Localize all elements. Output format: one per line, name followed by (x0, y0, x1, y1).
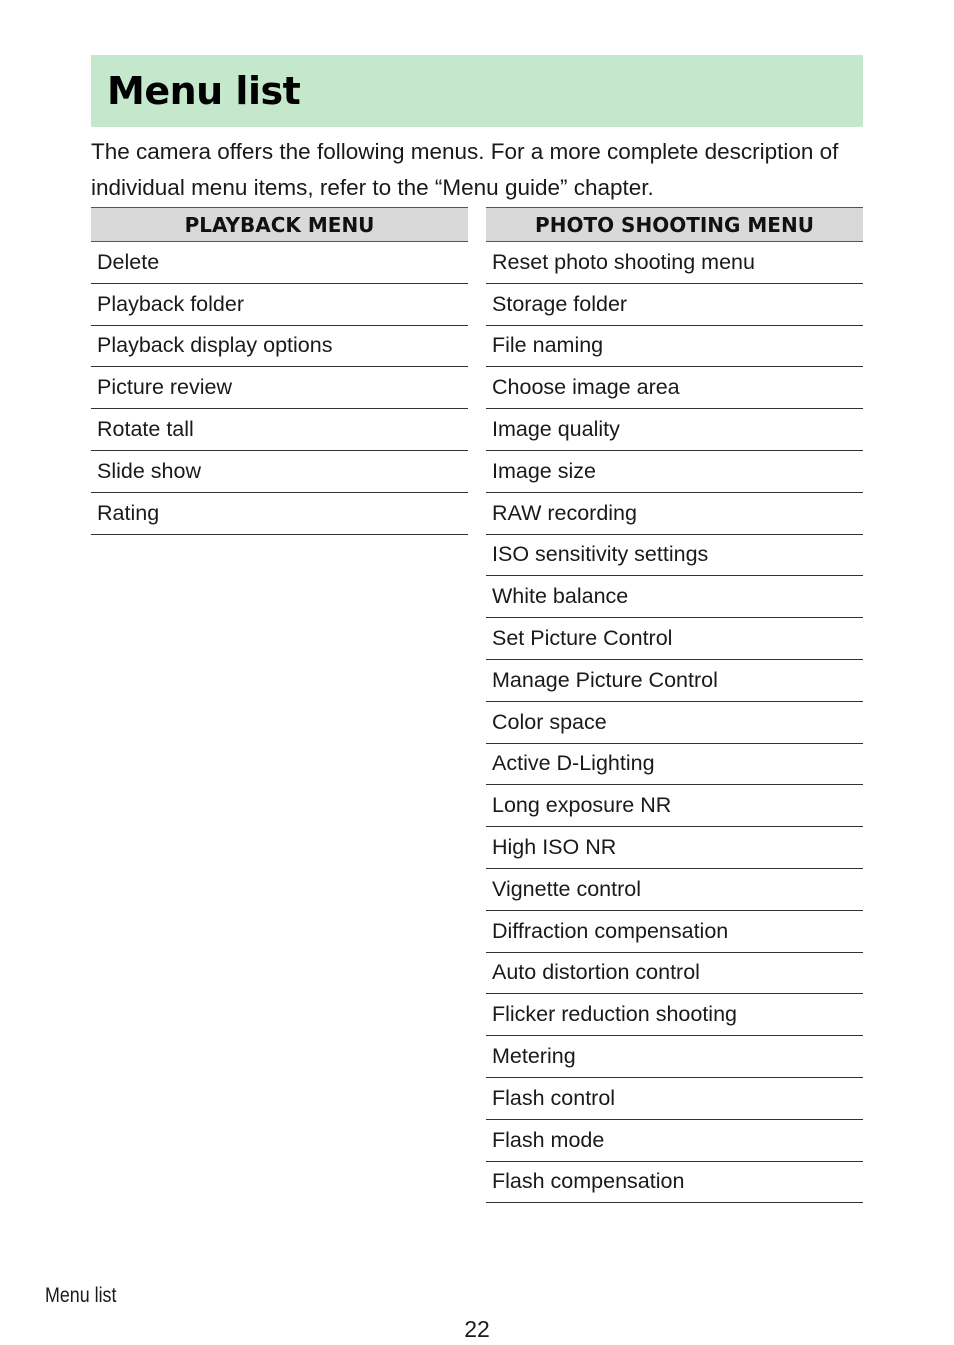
table-row (486, 1119, 863, 1161)
table-row (486, 1161, 863, 1203)
table-row (486, 618, 863, 660)
photo-shooting-menu-item: Flash mode (486, 1119, 863, 1161)
photo-shooting-menu-item: Active D-Lighting (486, 743, 863, 785)
table-row (486, 1036, 863, 1078)
table-row (486, 450, 863, 492)
photo-shooting-menu-item: Long exposure NR (486, 785, 863, 827)
table-row (91, 283, 468, 325)
table-row (486, 492, 863, 534)
playback-menu-item: Playback display options (91, 325, 468, 367)
table-row (486, 868, 863, 910)
intro-paragraph: The camera offers the following menus. For a more complete description of individual menu items, refer to the “Menu guide” chapter. (91, 139, 839, 200)
footer-section-label[interactable]: Menu list (45, 1284, 117, 1307)
playback-menu-item: Delete (91, 242, 468, 284)
photo-shooting-menu-list (486, 242, 863, 1203)
table-row (486, 367, 863, 409)
photo-shooting-menu-item: Flash control (486, 1077, 863, 1119)
photo-shooting-menu-item: Storage folder (486, 283, 863, 325)
table-row (486, 743, 863, 785)
playback-menu-list (91, 242, 468, 535)
playback-menu-header: PLAYBACK MENU (91, 208, 468, 242)
photo-shooting-menu-item: File naming (486, 325, 863, 367)
table-row (486, 659, 863, 701)
photo-shooting-menu-item: Metering (486, 1036, 863, 1078)
table-row (486, 910, 863, 952)
photo-shooting-menu-item: ISO sensitivity settings (486, 534, 863, 576)
table-row (486, 325, 863, 367)
table-row (486, 701, 863, 743)
photo-shooting-menu-item: Image quality (486, 409, 863, 451)
photo-shooting-menu-item: Image size (486, 450, 863, 492)
table-row (486, 994, 863, 1036)
photo-shooting-menu-item: Auto distortion control (486, 952, 863, 994)
photo-shooting-menu-item: Vignette control (486, 868, 863, 910)
table-row (486, 1077, 863, 1119)
table-row (91, 409, 468, 451)
table-row (486, 242, 863, 284)
playback-menu-table (91, 207, 468, 535)
photo-shooting-menu-item: Choose image area (486, 367, 863, 409)
table-row (91, 450, 468, 492)
playback-menu-item: Slide show (91, 450, 468, 492)
photo-shooting-menu-item: Set Picture Control (486, 618, 863, 660)
photo-shooting-menu-item: RAW recording (486, 492, 863, 534)
photo-shooting-menu-header: PHOTO SHOOTING MENU (486, 208, 863, 242)
title-banner (91, 55, 863, 127)
table-row (91, 325, 468, 367)
table-row (486, 785, 863, 827)
playback-menu-item: Rotate tall (91, 409, 468, 451)
table-row (486, 534, 863, 576)
table-row (486, 827, 863, 869)
table-row (486, 283, 863, 325)
table-row (486, 576, 863, 618)
playback-menu-item: Rating (91, 492, 468, 534)
photo-shooting-menu-item: Reset photo shooting menu (486, 242, 863, 284)
photo-shooting-menu-item: Color space (486, 701, 863, 743)
playback-menu-item: Playback folder (91, 283, 468, 325)
photo-shooting-menu-item: Diffraction compensation (486, 910, 863, 952)
photo-shooting-menu-item: Flicker reduction shooting (486, 994, 863, 1036)
photo-shooting-menu-item: White balance (486, 576, 863, 618)
page-number: 22 (464, 1316, 490, 1342)
photo-shooting-menu-item: Flash compensation (486, 1161, 863, 1203)
playback-menu-item: Picture review (91, 367, 468, 409)
table-row (91, 242, 468, 284)
table-row (91, 367, 468, 409)
photo-shooting-menu-item: High ISO NR (486, 827, 863, 869)
table-row (486, 952, 863, 994)
photo-shooting-menu-item: Manage Picture Control (486, 659, 863, 701)
table-row (91, 492, 468, 534)
table-row (486, 409, 863, 451)
page-title: Menu list (107, 69, 301, 113)
photo-shooting-menu-table (486, 207, 863, 1203)
